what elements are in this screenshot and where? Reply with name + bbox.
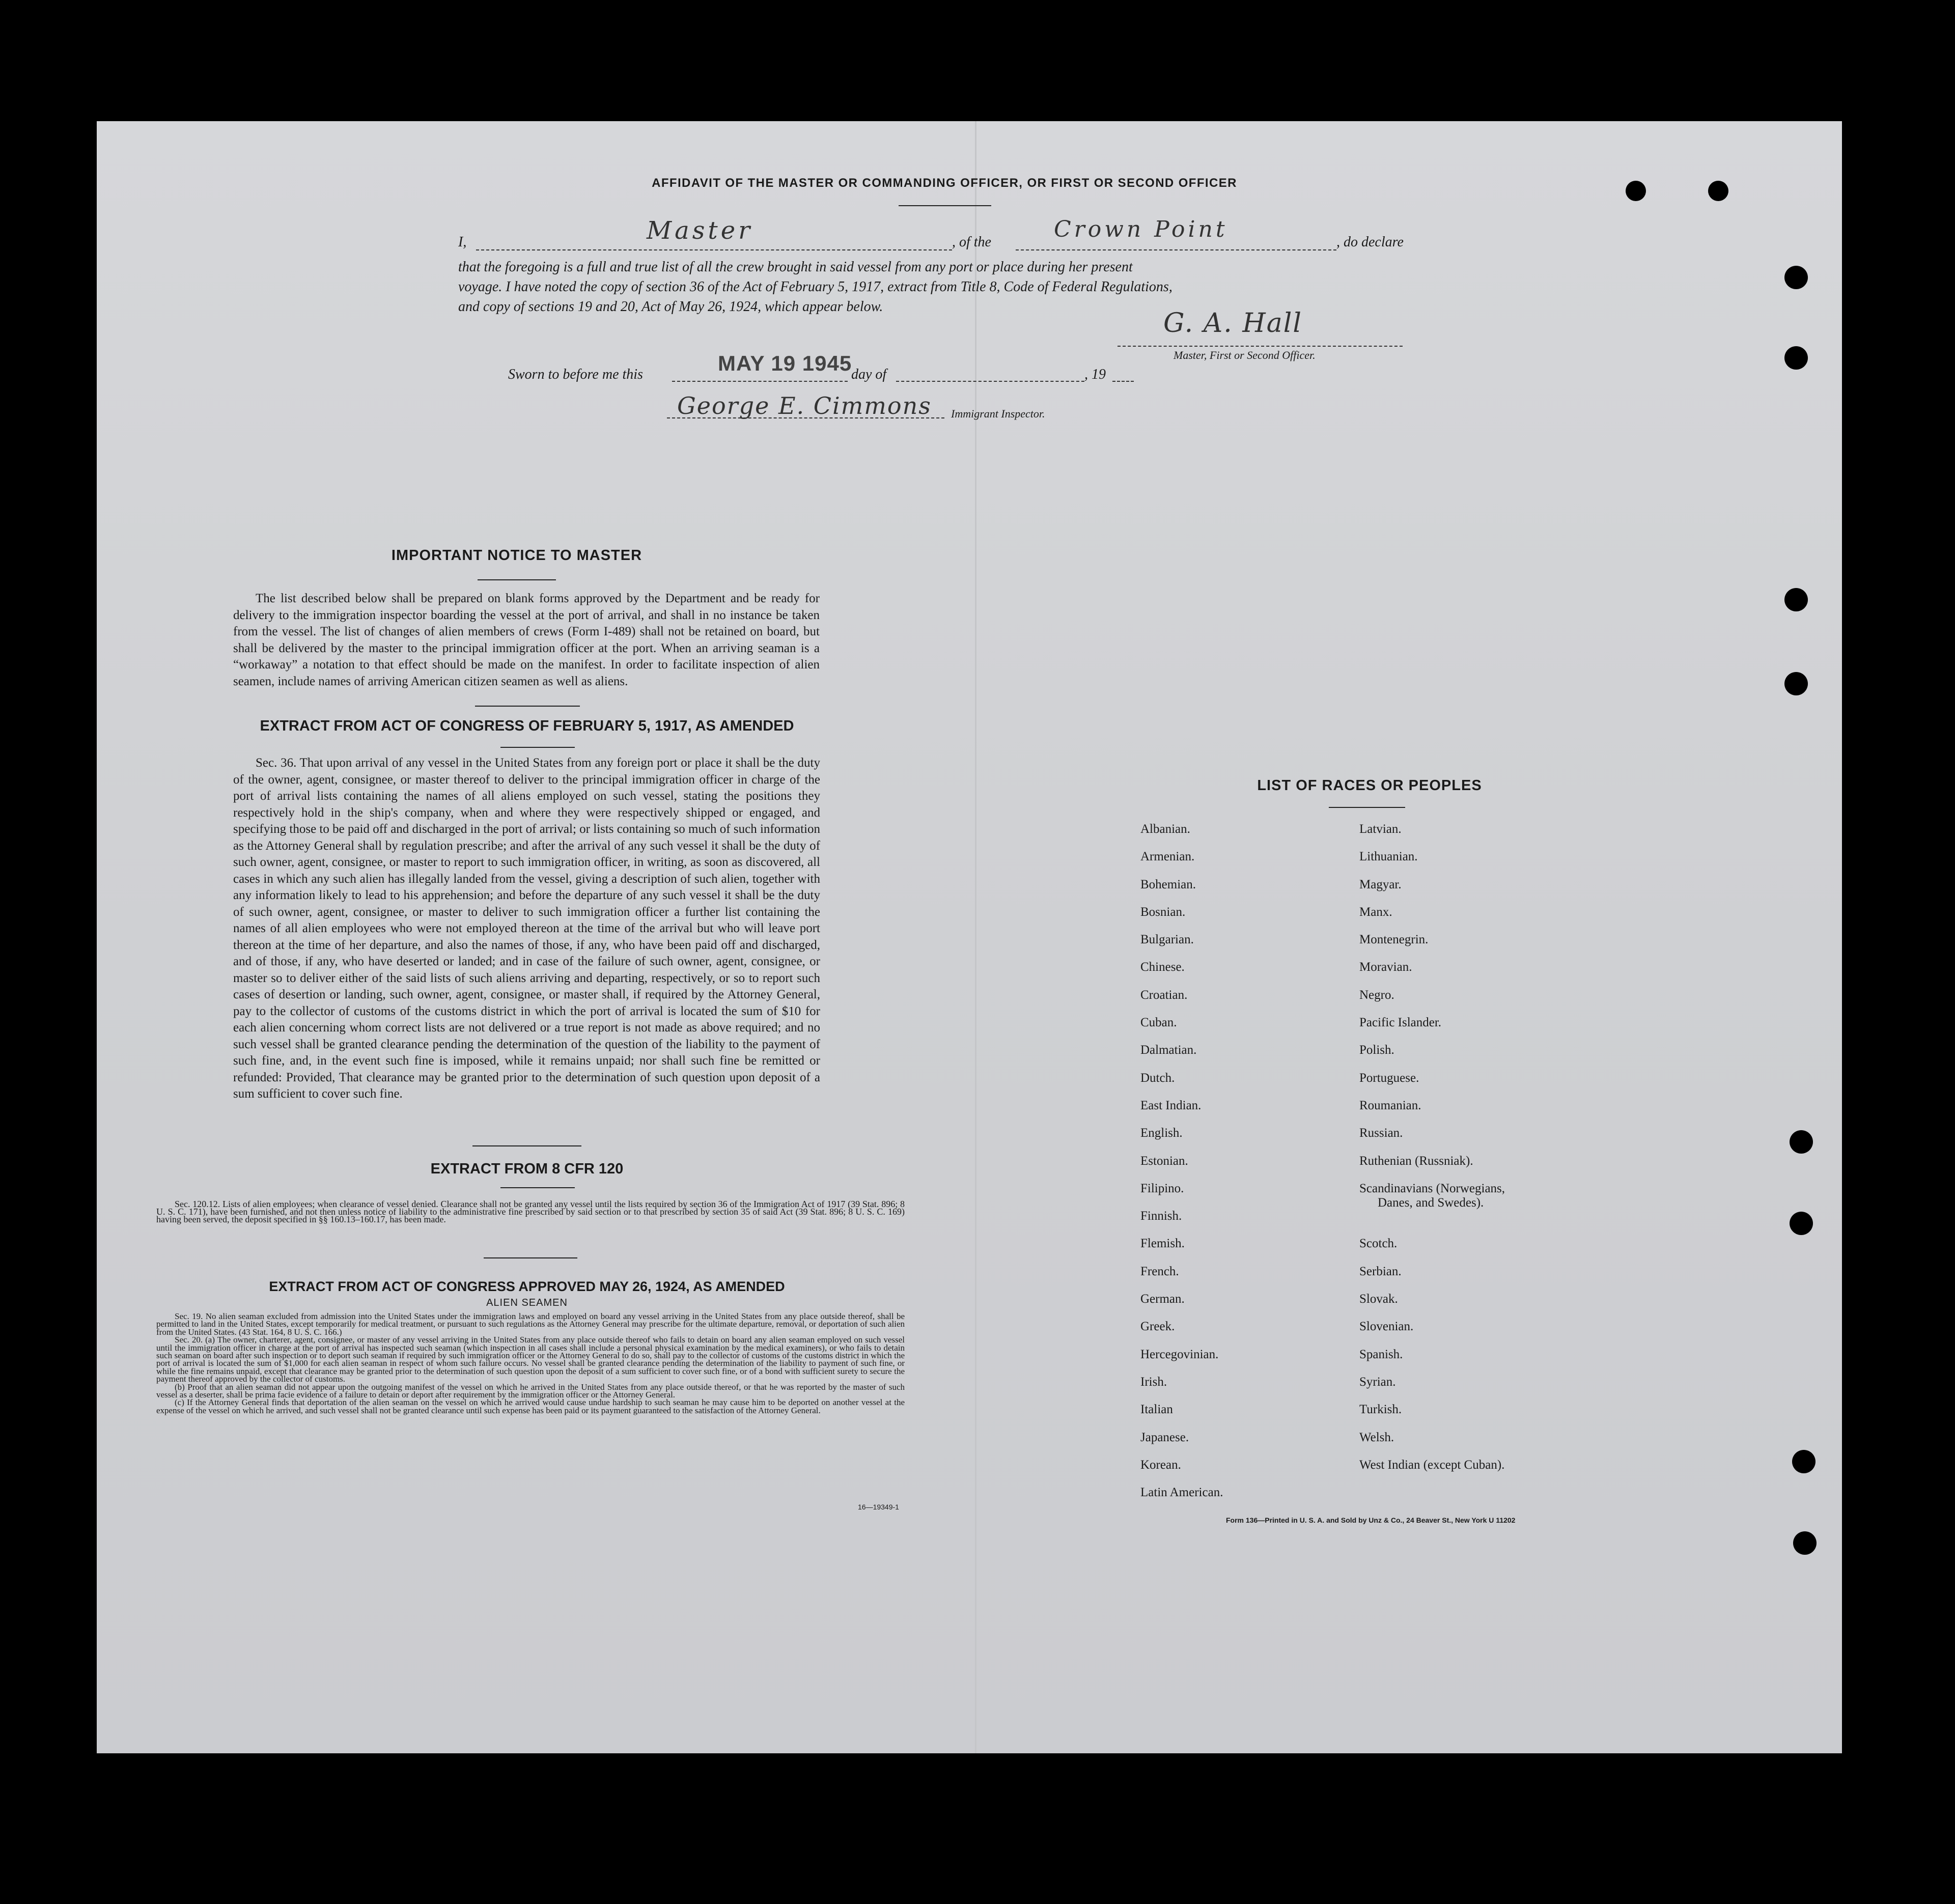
punch-hole bbox=[1626, 181, 1646, 201]
extract-1917-rule bbox=[500, 747, 575, 748]
race-item: Spanish. bbox=[1359, 1347, 1403, 1361]
punch-hole bbox=[1784, 346, 1808, 370]
of-the-text: , of the bbox=[952, 234, 991, 250]
race-item: Scotch. bbox=[1359, 1237, 1398, 1251]
races-rule bbox=[1329, 807, 1405, 808]
date-dotline bbox=[672, 381, 848, 382]
extract-1917-text: Sec. 36. That upon arrival of any vessel in the United States from any foreign port or place it shall be the duty of the owner, agent, consignee, or master thereof to deliver to the principal immigration officer in charge of the port of arrival lists containing the names of all aliens employed on such vessel, stating the positions they respectively hold in the ship's company, when and where they were respectively shipped or engaged, and specifying those to be paid off and discharged in the port of arrival; or lists containing so much of such information as the Attorney General shall by regulation prescribe; and after the arrival of any such vessel it shall be the duty of such owner, agent, consignee, or master to report to such immigration officer, in writing, as soon as discovered, all cases in which any such alien has illegally landed from the vessel, giving a description of such alien, together with any information likely to lead to his apprehension; and before the departure of any such vessel it shall be the duty of such owner, agent, consignee, or master to deliver to such immigration officer a further list containing the names of all alien employees who were not employed thereon at the time of the arrival but who will leave port thereon at the time of her departure, and also the names of those, if any, who have been paid off and discharged, and of those, if any, who have deserted or landed; and in case of the failure of such owner, agent, consignee, or master so to deliver either of the said lists of such aliens arriving and departing, respectively, or so to report such cases of desertion or landing, such owner, agent, consignee, or master shall, if required by the Attorney General, pay to the collector of customs of the customs district in which the port of arrival is located the sum of $10 for each alien concerning whom correct lists are not delivered or a true report is not made as above required; and no such vessel shall be granted clearance pending the determination of the question of the liability to the payment of such fine, and, in the event such fine is imposed, while it remains unpaid; nor shall such fine be remitted or refunded: Provided, That clearance may be granted prior to the determination of such question upon deposit of a sum sufficient to cover such fine. bbox=[233, 756, 820, 1101]
affidavit-title: AFFIDAVIT OF THE MASTER OR COMMANDING OFFICER, OR FIRST OR SECOND OFFICER bbox=[652, 176, 1237, 190]
signature-caption: Master, First or Second Officer. bbox=[1174, 349, 1316, 361]
race-item: Greek. bbox=[1140, 1320, 1175, 1334]
handwritten-vessel: Crown Point bbox=[1054, 216, 1228, 242]
notice-rule bbox=[478, 579, 556, 580]
race-item: Portuguese. bbox=[1359, 1071, 1419, 1085]
race-item: Japanese. bbox=[1140, 1430, 1189, 1444]
race-item: Finnish. bbox=[1140, 1209, 1182, 1223]
race-item: Roumanian. bbox=[1359, 1098, 1421, 1112]
race-item: Irish. bbox=[1140, 1375, 1167, 1389]
master-signature: G. A. Hall bbox=[1163, 308, 1302, 339]
races-title: LIST OF RACES OR PEOPLES bbox=[1257, 777, 1482, 794]
do-declare-text: , do declare bbox=[1336, 234, 1404, 250]
race-item: Manx. bbox=[1359, 905, 1392, 919]
title-rule bbox=[899, 205, 991, 206]
race-item: East Indian. bbox=[1140, 1098, 1202, 1112]
extract-1917-title: EXTRACT FROM ACT OF CONGRESS OF FEBRUARY 5, 1917, AS AMENDED bbox=[260, 718, 794, 734]
page-fold bbox=[975, 121, 976, 1753]
race-item: Italian bbox=[1140, 1403, 1173, 1417]
race-item: Cuban. bbox=[1140, 1016, 1177, 1030]
day-of-text: day of bbox=[851, 367, 887, 382]
race-item bbox=[1359, 1182, 1505, 1237]
extract-1924-title: EXTRACT FROM ACT OF CONGRESS APPROVED MAY 26, 1924, AS AMENDED bbox=[269, 1279, 785, 1294]
race-item-scandinavians: Scandinavians (Norwegians, bbox=[1359, 1181, 1505, 1195]
handwritten-officer: Master bbox=[647, 216, 753, 245]
race-item: Welsh. bbox=[1359, 1430, 1394, 1444]
race-item: English. bbox=[1140, 1126, 1183, 1140]
race-item: Turkish. bbox=[1359, 1403, 1402, 1417]
race-item: Dalmatian. bbox=[1140, 1043, 1197, 1057]
extract-1917-rule-2 bbox=[472, 1145, 581, 1146]
race-item: Moravian. bbox=[1359, 960, 1412, 974]
notice-text: The list described below shall be prepared on blank forms approved by the Department and be ready for delivery to the immigration inspector boarding the vessel at the port of arrival, and shall in no instance be taken from the vessel. The list of changes of alien members of crews (Form I-489) shall not be retained on board, but shall be delivered by the master to the principal immigration officer at the port. When an arriving seaman is a “workaway” a notation to that effect should be made on the manifest. In order to facilitate inspection of alien seamen, include names of arriving American citizen seamen as well as aliens. bbox=[233, 592, 820, 688]
inspector-signature: George E. Cimmons bbox=[677, 392, 932, 419]
race-item: Slovenian. bbox=[1359, 1320, 1414, 1334]
officer-dotline bbox=[476, 249, 952, 250]
notice-title: IMPORTANT NOTICE TO MASTER bbox=[391, 547, 643, 564]
punch-hole bbox=[1792, 1450, 1816, 1473]
race-item: Lithuanian. bbox=[1359, 850, 1418, 864]
year-dotline bbox=[1112, 381, 1134, 382]
race-item: Chinese. bbox=[1140, 960, 1185, 974]
extract-1924-text: Sec. 19. No alien seaman excluded from admission into the United States under the immigration laws and employed on board any vessel arriving in the United States from any place outside thereof, shall be permitted to land in the United States, except temporarily for medical treatment, or pursuant to such regulations as the Attorney General may prescribe for the ultimate departure, removal, or deportation of such alien from the United States. (43 Stat. 164, 8 U. S. C. 166.) Sec. 20. (a) The owner, charterer, agent, consignee, or master of any vessel arriving in the United States from any place outside thereof who fails to detain on board any alien seaman employed on such vessel until the immigration officer in charge at the port of arrival has inspected such seaman (which inspection in all cases shall include a personal physical examination by the medical examiners), or who fails to detain such seaman on board after such inspection or to deport such seaman if required by such immigration officer or the Attorney General to do so, shall pay to the collector of customs of the customs district in which the port of arrival is located the sum of $1,000 for each alien seaman in respect of whom such failure occurs. No vessel shall be granted clearance pending the determination of the liability to payment of such fine, or while the fine remains unpaid, except that clearance may be granted prior to the determination of such question upon the deposit of a sum sufficient to cover such fine, or of a bond with sufficient surety to secure the payment thereof approved by the collector of customs. (b) Proof that an alien seaman did not appear upon the outgoing manifest of the vessel on which he arrived in the United States from any place outside thereof, or that he was reported by the master of such vessel as a deserter, shall be prima facie evidence of a failure to detain or deport after requirement by the immigration officer or the Attorney General. (c) If the Attorney General finds that deportation of the alien seaman on the vessel on which he arrived would cause undue hardship to such seaman he may cause him to be deported on another vessel at the expense of the vessel on which he arrived, and such vessel shall not be granted clearance until such expense has been paid or its payment guaranteed to the satisfaction of the Attorney General. bbox=[156, 1311, 905, 1415]
race-item: Bosnian. bbox=[1140, 905, 1186, 919]
races-left-column bbox=[1140, 822, 1223, 1513]
race-item: Estonian. bbox=[1140, 1154, 1188, 1168]
inspector-caption: Immigrant Inspector. bbox=[951, 407, 1045, 420]
races-right-column bbox=[1359, 822, 1505, 1486]
race-item: Hercegovinian. bbox=[1140, 1347, 1219, 1361]
cfr-text: Sec. 120.12. Lists of alien employees; when clearance of vessel denied. Clearance shall not be granted any vessel until the lists required by section 36 of the Immigration Act of 1917 (39 Stat. 896; 8 U. S. C. 171), have been furnished, and not then unless notice of liability to the administrative fine prescribed by said section or to that prescribed by section 35 of said Act (39 Stat. 896; 8 U. S. C. 169) having been served, the deposit specified in §§ 160.13–160.17, has been made. bbox=[156, 1199, 905, 1224]
punch-hole bbox=[1790, 1130, 1813, 1154]
race-item: Dutch. bbox=[1140, 1071, 1175, 1085]
punch-hole bbox=[1784, 588, 1808, 611]
race-item: Syrian. bbox=[1359, 1375, 1396, 1389]
race-item: French. bbox=[1140, 1264, 1179, 1278]
race-item: Slovak. bbox=[1359, 1292, 1398, 1306]
punch-hole bbox=[1784, 266, 1808, 289]
punch-hole bbox=[1784, 672, 1808, 695]
vessel-dotline bbox=[1016, 249, 1336, 250]
race-item: Latin American. bbox=[1140, 1486, 1223, 1500]
race-item: Polish. bbox=[1359, 1043, 1394, 1057]
affidavit-body: that the foregoing is a full and true list of all the crew brought in said vessel from any port or place during her present voyage. I have noted the copy of section 36 of the Act of February 5, 1917, extract from Title 8, Code of Federal Regulations, and copy of sections 19 and 20, Act of May 26, 1924, which appear below. bbox=[458, 259, 1172, 315]
race-item: Magyar. bbox=[1359, 877, 1402, 891]
month-dotline bbox=[896, 381, 1084, 382]
race-item-scandinavians-cont: Danes, and Swedes). bbox=[1378, 1195, 1484, 1210]
race-item: Korean. bbox=[1140, 1458, 1181, 1472]
date-stamp: MAY 19 1945 bbox=[718, 351, 852, 375]
race-item: Ruthenian (Russniak). bbox=[1359, 1154, 1473, 1168]
notice-rule-2 bbox=[475, 706, 580, 707]
sworn-text: Sworn to before me this bbox=[508, 367, 643, 382]
race-item: Russian. bbox=[1359, 1126, 1403, 1140]
race-item: Albanian. bbox=[1140, 822, 1190, 836]
punch-hole bbox=[1790, 1212, 1813, 1235]
form-print-note: Form 136—Printed in U. S. A. and Sold by Unz & Co., 24 Beaver St., New York U 11202 bbox=[1226, 1516, 1516, 1524]
race-item: German. bbox=[1140, 1292, 1185, 1306]
race-item: Serbian. bbox=[1359, 1264, 1402, 1278]
race-item: Croatian. bbox=[1140, 988, 1188, 1002]
cfr-title: EXTRACT FROM 8 CFR 120 bbox=[430, 1161, 624, 1177]
affidavit-i: I, bbox=[458, 234, 467, 250]
cfr-rule bbox=[500, 1187, 575, 1188]
race-item: West Indian (except Cuban). bbox=[1359, 1458, 1505, 1472]
print-code: 16—19349-1 bbox=[858, 1503, 899, 1511]
punch-hole bbox=[1793, 1531, 1817, 1555]
race-item: Bulgarian. bbox=[1140, 933, 1194, 947]
race-item: Bohemian. bbox=[1140, 877, 1196, 891]
year-prefix: , 19 bbox=[1084, 367, 1106, 382]
race-item: Filipino. bbox=[1140, 1181, 1184, 1195]
race-item: Pacific Islander. bbox=[1359, 1016, 1442, 1030]
race-item: Armenian. bbox=[1140, 850, 1195, 864]
race-item: Latvian. bbox=[1359, 822, 1402, 836]
extract-1924-subtitle: ALIEN SEAMEN bbox=[486, 1297, 568, 1308]
signature-dotline bbox=[1118, 346, 1403, 347]
cfr-rule-2 bbox=[484, 1257, 577, 1258]
race-item: Montenegrin. bbox=[1359, 933, 1429, 947]
race-item: Flemish. bbox=[1140, 1237, 1185, 1251]
race-item: Negro. bbox=[1359, 988, 1394, 1002]
punch-hole bbox=[1708, 181, 1728, 201]
